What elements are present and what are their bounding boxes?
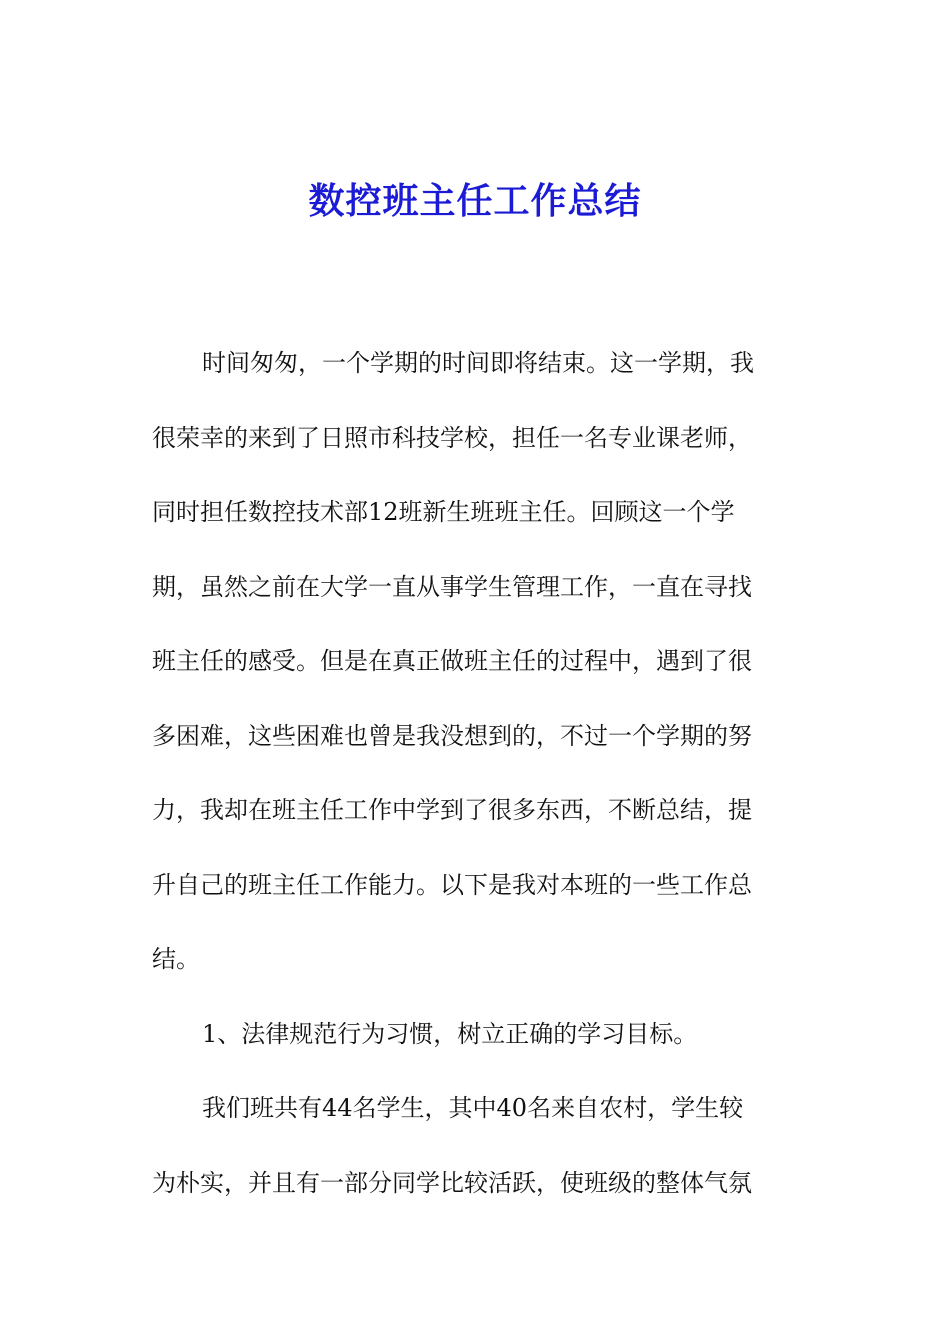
paragraph-line: 我们班共有44名学生，其中40名来自农村，学生较 [202, 1094, 744, 1122]
document-body [152, 326, 792, 1220]
paragraph-line: 很荣幸的来到了日照市科技学校，担任一名专业课老师， [152, 423, 752, 452]
paragraph-line: 升自己的班主任工作能力。以下是我对本班的一些工作总 [152, 870, 752, 899]
section-heading: 1、法律规范行为习惯，树立正确的学习目标。 [202, 1019, 698, 1048]
paragraph-line: 力，我却在班主任工作中学到了很多东西，不断总结，提 [152, 796, 752, 824]
paragraph-line: 多困难，这些困难也曾是我没想到的，不过一个学期的努 [152, 721, 752, 750]
paragraph-line: 期，虽然之前在大学一直从事学生管理工作，一直在寻找 [152, 572, 752, 601]
paragraph-line: 结。 [152, 945, 200, 973]
paragraph-line: 为朴实，并且有一部分同学比较活跃，使班级的整体气氛 [152, 1168, 752, 1197]
paragraph-line: 时间匆匆，一个学期的时间即将结束。这一学期，我 [202, 349, 754, 377]
document-title: 数控班主任工作总结 [308, 181, 642, 222]
paragraph-line: 同时担任数控技术部12班新生班班主任。回顾这一个学 [152, 498, 735, 526]
paragraph-line: 班主任的感受。但是在真正做班主任的过程中，遇到了很 [152, 647, 752, 675]
